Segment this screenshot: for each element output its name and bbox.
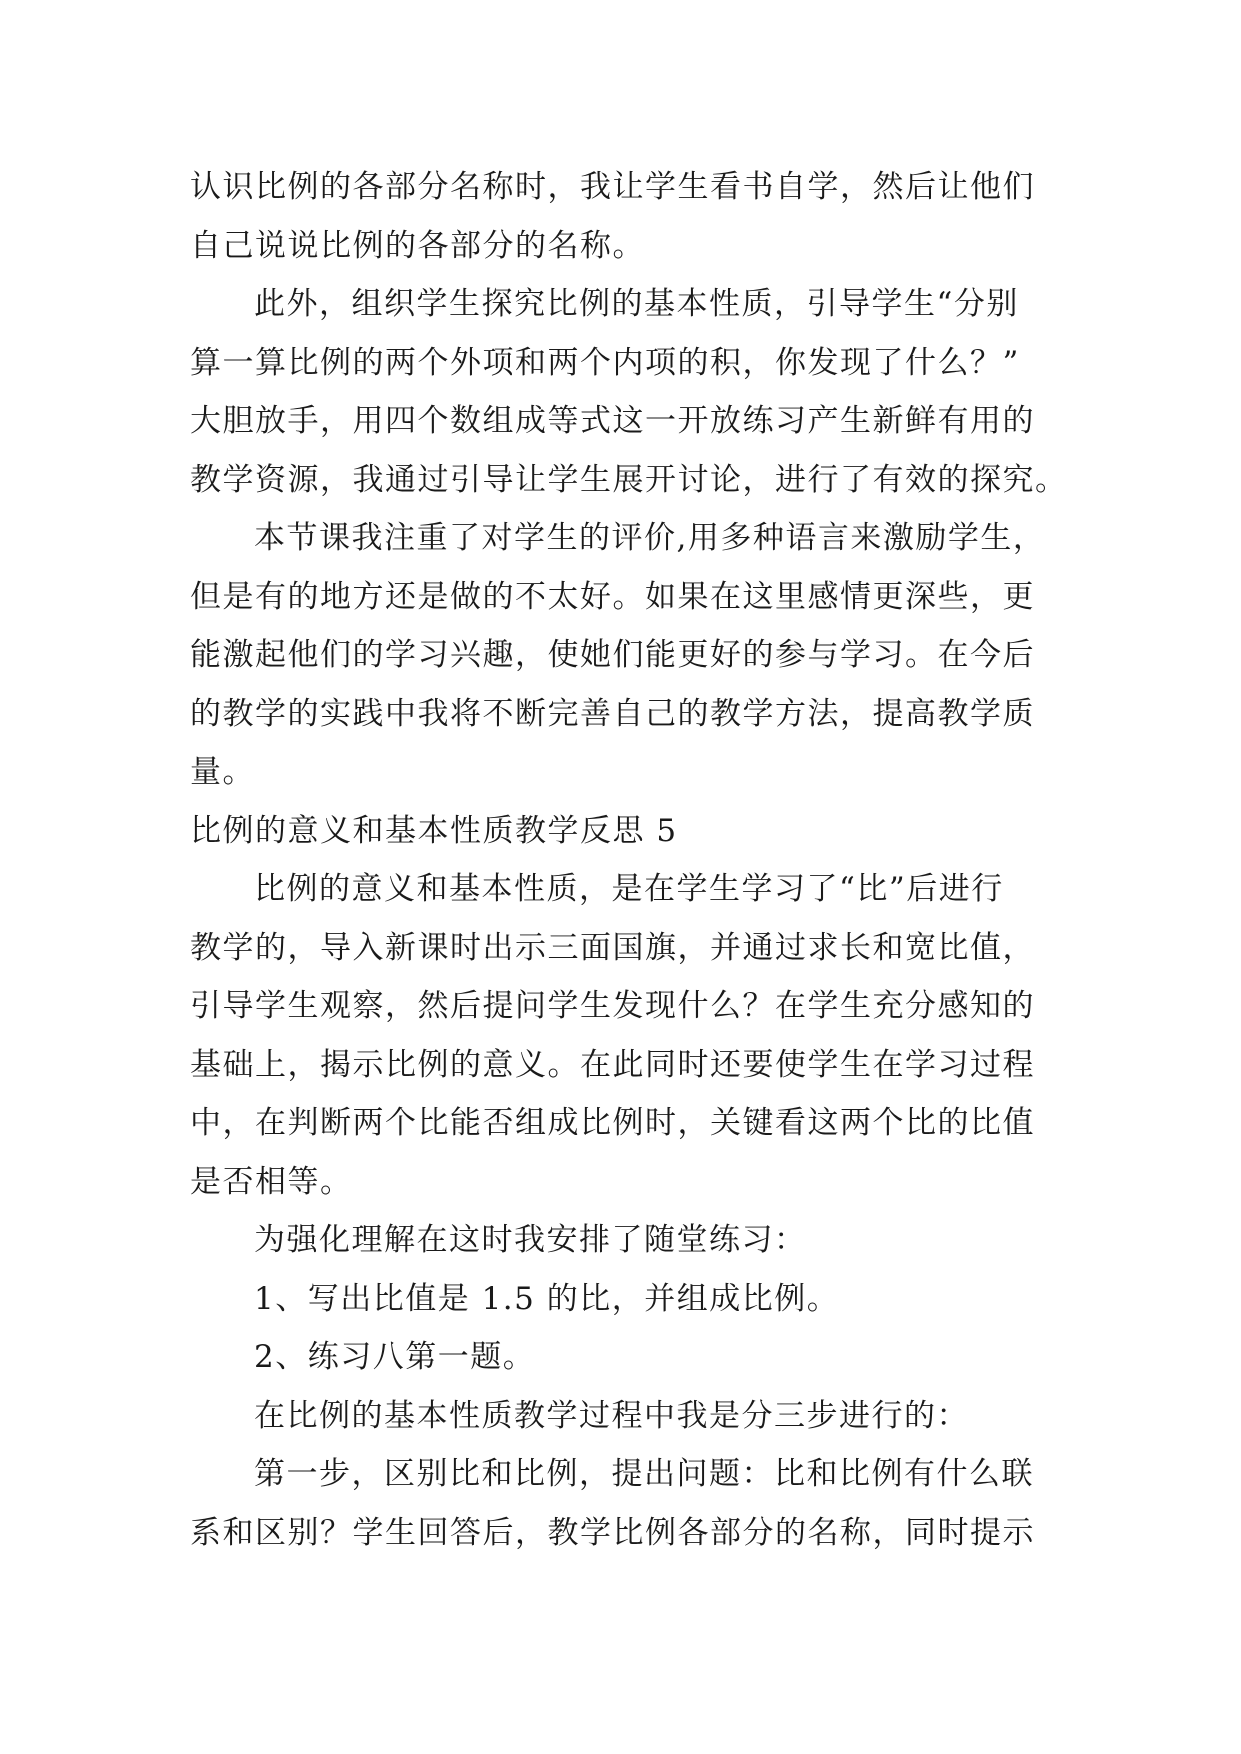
list-item: 1、写出比值是 1.5 的比，并组成比例。	[254, 1280, 840, 1317]
paragraph-start-line: 此外，组织学生探究比例的基本性质，引导学生“分别	[254, 286, 1019, 322]
text-line: 的教学的实践中我将不断完善自己的教学方法，提高教学质	[190, 695, 1035, 732]
paragraph-start-line: 为强化理解在这时我安排了随堂练习：	[254, 1222, 807, 1258]
text-line: 引导学生观察，然后提问学生发现什么？在学生充分感知的	[190, 988, 1035, 1024]
text-line: 教学的，导入新课时出示三面国旗，并通过求长和宽比值，	[190, 929, 1035, 966]
paragraph-start-line: 第一步，区别比和比例，提出问题：比和比例有什么联	[254, 1456, 1034, 1492]
text-line: 中，在判断两个比能否组成比例时，关键看这两个比的比值	[190, 1105, 1035, 1141]
text-line: 是否相等。	[190, 1163, 353, 1200]
list-item: 2、练习八第一题。	[254, 1339, 536, 1375]
section-heading: 比例的意义和基本性质教学反思 5	[190, 812, 678, 849]
paragraph-start-line: 本节课我注重了对学生的评价,用多种语言来激励学生，	[254, 520, 1046, 556]
text-line: 认识比例的各部分名称时，我让学生看书自学，然后让他们	[190, 169, 1035, 205]
paragraph-start-line: 比例的意义和基本性质，是在学生学习了“比”后进行	[254, 871, 1004, 907]
text-line: 系和区别？学生回答后，教学比例各部分的名称，同时提示	[190, 1514, 1035, 1551]
text-line: 教学资源，我通过引导让学生展开讨论，进行了有效的探究。	[190, 461, 1068, 498]
text-line: 但是有的地方还是做的不太好。如果在这里感情更深些，更	[190, 578, 1035, 615]
paragraph-start-line: 在比例的基本性质教学过程中我是分三步进行的：	[254, 1397, 969, 1434]
text-line: 自己说说比例的各部分的名称。	[190, 227, 645, 264]
text-line: 算一算比例的两个外项和两个内项的积，你发现了什么？”	[190, 344, 1020, 381]
text-line: 能激起他们的学习兴趣，使她们能更好的参与学习。在今后	[190, 637, 1035, 673]
text-line: 量。	[190, 754, 255, 790]
text-line: 大胆放手，用四个数组成等式这一开放练习产生新鲜有用的	[190, 403, 1035, 439]
document-page	[190, 158, 1068, 1562]
text-line: 基础上，揭示比例的意义。在此同时还要使学生在学习过程	[190, 1046, 1035, 1083]
